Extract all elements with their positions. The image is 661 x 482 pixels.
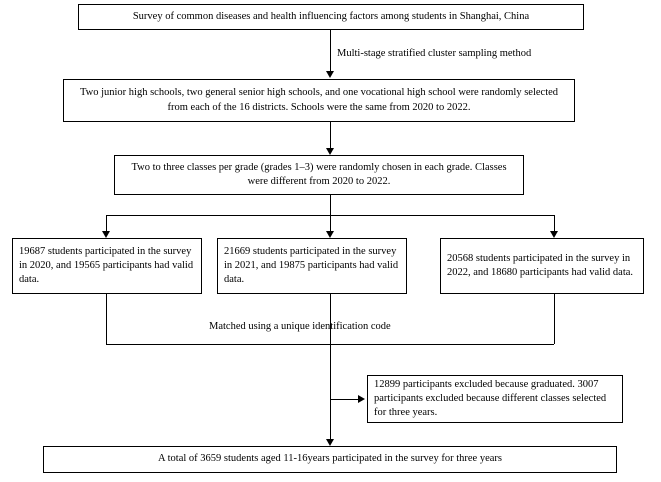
connector-branch-2021 bbox=[330, 215, 331, 232]
connector-classes-down bbox=[330, 195, 331, 215]
year-box-2020-text: 19687 students participated in the survey in 2020, and 19565 participants had valid data. bbox=[19, 245, 194, 286]
year-box-2020 bbox=[12, 238, 202, 294]
excluded-box bbox=[367, 375, 623, 423]
connector-merge-down bbox=[330, 344, 331, 440]
arrowhead-branch-2020 bbox=[102, 231, 110, 238]
connector-merge-2022 bbox=[554, 294, 555, 344]
schools-box bbox=[63, 79, 575, 122]
arrowhead-branch-2022 bbox=[550, 231, 558, 238]
final-box-text: A total of 3659 students aged 11-16years participated in the survey for three years bbox=[158, 453, 502, 465]
arrowhead-title-to-schools bbox=[326, 71, 334, 78]
arrowhead-schools-to-classes bbox=[326, 148, 334, 155]
year-box-2021-text: 21669 students participated in the survey in 2021, and 19875 participants had valid data. bbox=[224, 245, 399, 286]
connector-merge-2020 bbox=[106, 294, 107, 344]
connector-branch-2022 bbox=[554, 215, 555, 232]
final-box bbox=[43, 446, 617, 473]
connector-branch-2020 bbox=[106, 215, 107, 232]
connector-to-excluded bbox=[330, 399, 360, 400]
connector-schools-to-classes bbox=[330, 122, 331, 149]
year-box-2022-text: 20568 students participated in the survey in 2022, and 18680 participants had valid data. bbox=[447, 252, 634, 278]
year-box-2021 bbox=[217, 238, 407, 294]
arrowhead-excluded-box bbox=[358, 395, 365, 403]
label-matched-code: Matched using a unique identification code bbox=[209, 321, 391, 332]
excluded-box-text: 12899 participants excluded because graduated. 3007 participants excluded because different classes selected for three years. bbox=[374, 378, 607, 419]
title-box bbox=[78, 4, 584, 30]
arrowhead-final-box bbox=[326, 439, 334, 446]
schools-box-text: Two junior high schools, two general senior high schools, and one vocational high school were randomly selected from each of the 16 districts. Schools were the same from 2020 to 2022. bbox=[79, 87, 559, 113]
label-sampling-method: Multi-stage stratified cluster sampling method bbox=[337, 48, 532, 59]
classes-box bbox=[114, 155, 524, 195]
arrowhead-branch-2021 bbox=[326, 231, 334, 238]
connector-merge-2021 bbox=[330, 294, 331, 344]
title-box-text: Survey of common diseases and health influencing factors among students in Shanghai, China bbox=[132, 10, 530, 22]
classes-box-text: Two to three classes per grade (grades 1–3) were randomly chosen in each grade. Classes were different from 2020 to 2022. bbox=[131, 161, 507, 187]
connector-title-to-schools bbox=[330, 30, 331, 72]
year-box-2022 bbox=[440, 238, 644, 294]
